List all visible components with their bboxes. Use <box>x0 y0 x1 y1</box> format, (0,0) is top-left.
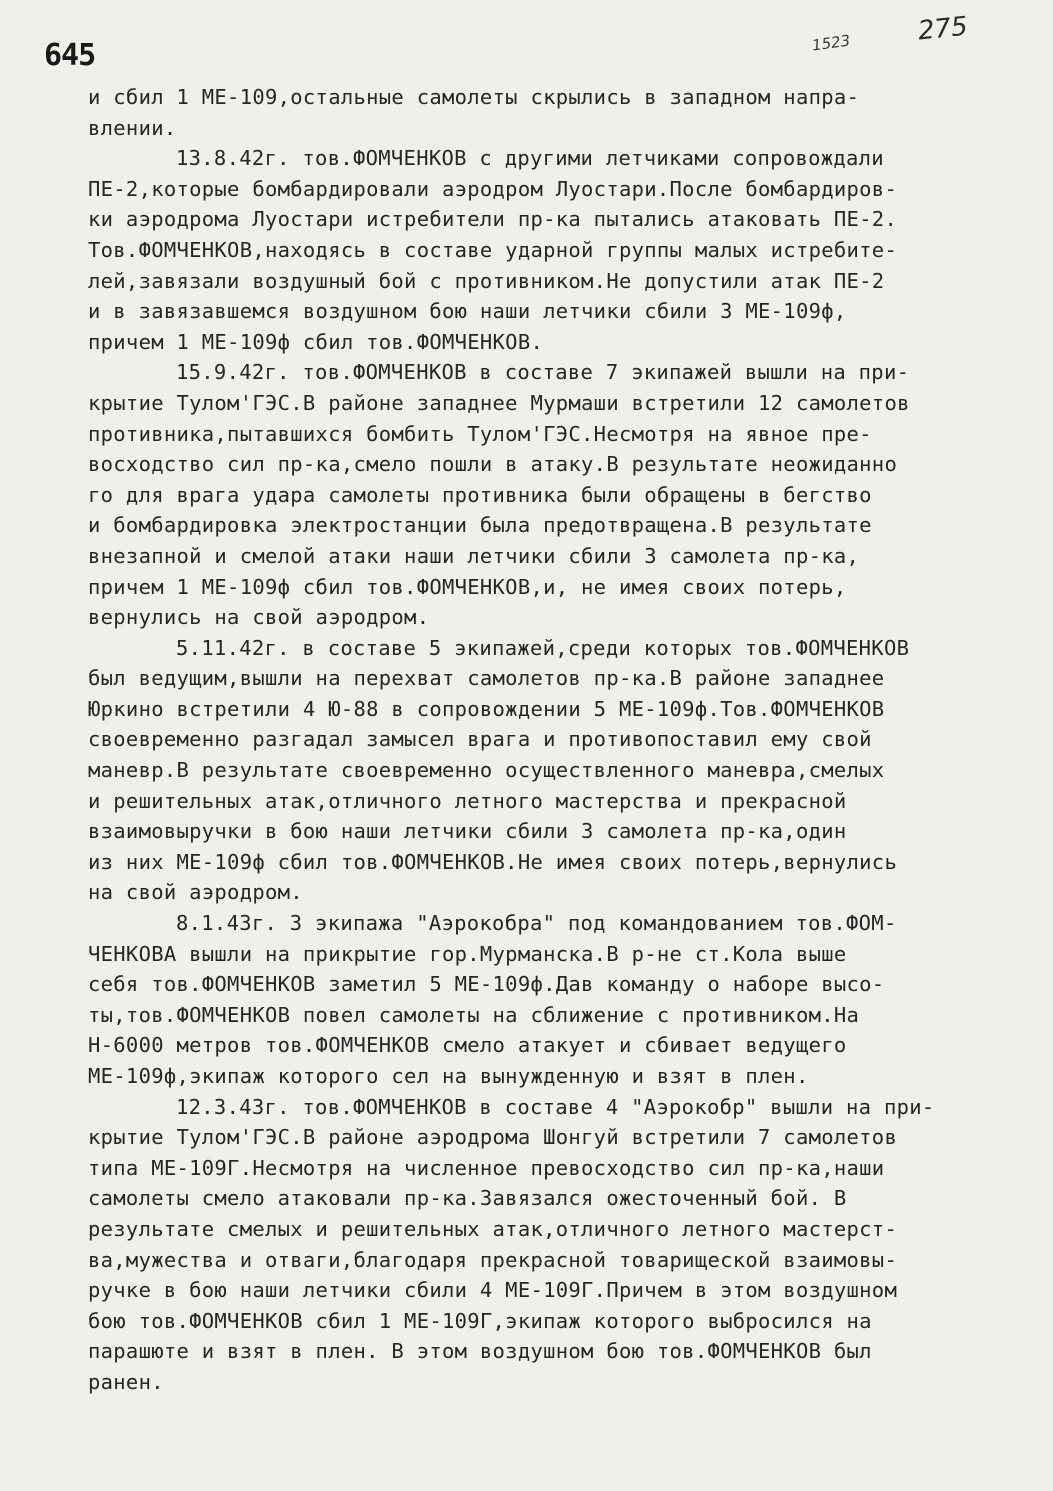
text-line: результате смелых и решительных атак,отличного летного мастерст- <box>88 1216 898 1241</box>
text-line: и бомбардировка электростанции была предотвращена.В результате <box>88 513 872 538</box>
page-number: 645 <box>44 38 96 73</box>
text-line: своевременно разгадал замысел врага и противопоставил ему свой <box>88 727 872 752</box>
text-line: крытие Тулом'ГЭС.В районе западнее Мурмаши встретили 12 самолетов <box>88 390 910 415</box>
text-line: вернулись на свой аэродром. <box>88 605 430 630</box>
text-line: парашюте и взят в плен. В этом воздушном бою тов.ФОМЧЕНКОВ был <box>88 1339 872 1364</box>
text-line: себя тов.ФОМЧЕНКОВ заметил 5 МЕ-109ф.Дав команду о наборе высо- <box>88 972 885 997</box>
text-line: ва,мужества и отваги,благодаря прекрасной товарищеской взаимовы- <box>88 1247 898 1272</box>
text-line: 13.8.42г. тов.ФОМЧЕНКОВ с другими летчиками сопровождали <box>176 146 884 171</box>
text-line: го для врага удара самолеты противника были обращены в бегство <box>88 482 872 507</box>
text-line: самолеты смело атаковали пр-ка.Завязался ожесточенный бой. В <box>88 1186 847 1211</box>
text-line: причем 1 МЕ-109ф сбил тов.ФОМЧЕНКОВ. <box>88 329 544 354</box>
text-line: причем 1 МЕ-109ф сбил тов.ФОМЧЕНКОВ,и, не имея своих потерь, <box>88 574 847 599</box>
text-line: и в завязавшемся воздушном бою наши летчики сбили 3 МЕ-109ф, <box>88 299 847 324</box>
text-line: ПЕ-2,которые бомбардировали аэродром Луостари.После бомбардиров- <box>88 176 898 201</box>
text-line: восходство сил пр-ка,смело пошли в атаку.В результате неожиданно <box>88 452 898 477</box>
text-line: влении. <box>88 115 177 140</box>
text-line: 15.9.42г. тов.ФОМЧЕНКОВ в составе 7 экипажей вышли на при- <box>176 360 910 385</box>
text-line: взаимовыручки в бою наши летчики сбили 3 самолета пр-ка,один <box>88 819 847 844</box>
archive-note-large: 275 <box>916 11 970 47</box>
text-line: 12.3.43г. тов.ФОМЧЕНКОВ в составе 4 "Аэрокобр" вышли на при- <box>176 1094 935 1119</box>
document-body <box>88 82 1038 1398</box>
text-line: внезапной и смелой атаки наши летчики сбили 3 самолета пр-ка, <box>88 543 860 568</box>
text-line: Тов.ФОМЧЕНКОВ,находясь в составе ударной группы малых истребите- <box>88 237 898 262</box>
text-line: на свой аэродром. <box>88 880 303 905</box>
text-line: типа МЕ-109Г.Несмотря на численное превосходство сил пр-ка,наши <box>88 1155 885 1180</box>
text-line: маневр.В результате своевременно осуществленного маневра,смелых <box>88 758 885 783</box>
text-line: Юркино встретили 4 Ю-88 в сопровождении 5 МЕ-109ф.Тов.ФОМЧЕНКОВ <box>88 696 885 721</box>
text-line: ручке в бою наши летчики сбили 4 МЕ-109Г.Причем в этом воздушном <box>88 1278 898 1303</box>
text-line: был ведущим,вышли на перехват самолетов пр-ка.В районе западнее <box>88 666 885 691</box>
text-line: противника,пытавшихся бомбить Тулом'ГЭС.Несмотря на явное пре- <box>88 421 872 446</box>
text-line: из них МЕ-109ф сбил тов.ФОМЧЕНКОВ.Не имея своих потерь,вернулись <box>88 849 898 874</box>
text-line: Н-6000 метров тов.ФОМЧЕНКОВ смело атакует и сбивает ведущего <box>88 1033 847 1058</box>
text-line: 5.11.42г. в составе 5 экипажей,среди которых тов.ФОМЧЕНКОВ <box>176 635 910 660</box>
text-line: ты,тов.ФОМЧЕНКОВ повел самолеты на сближение с противником.На <box>88 1002 860 1027</box>
text-line: 8.1.43г. 3 экипажа "Аэрокобра" под командованием тов.ФОМ- <box>176 911 897 936</box>
text-line: ранен. <box>88 1369 164 1394</box>
text-line: ЧЕНКОВА вышли на прикрытие гор.Мурманска.В р-не ст.Кола выше <box>88 941 847 966</box>
text-line: ки аэродрома Луостари истребители пр-ка пытались атаковать ПЕ-2. <box>88 207 898 232</box>
text-line: лей,завязали воздушный бой с противником.Не допустили атак ПЕ-2 <box>88 268 885 293</box>
text-line: бою тов.ФОМЧЕНКОВ сбил 1 МЕ-109Г,экипаж которого выбросился на <box>88 1308 872 1333</box>
text-line: и сбил 1 МЕ-109,остальные самолеты скрылись в западном напра- <box>88 85 860 109</box>
text-line: крытие Тулом'ГЭС.В районе аэродрома Шонгуй встретили 7 самолетов <box>88 1125 898 1150</box>
archive-note-small: 1523 <box>810 31 852 55</box>
text-line: МЕ-109ф,экипаж которого сел на вынужденную и взят в плен. <box>88 1064 809 1088</box>
text-line: и решительных атак,отличного летного мастерства и прекрасной <box>88 788 847 813</box>
